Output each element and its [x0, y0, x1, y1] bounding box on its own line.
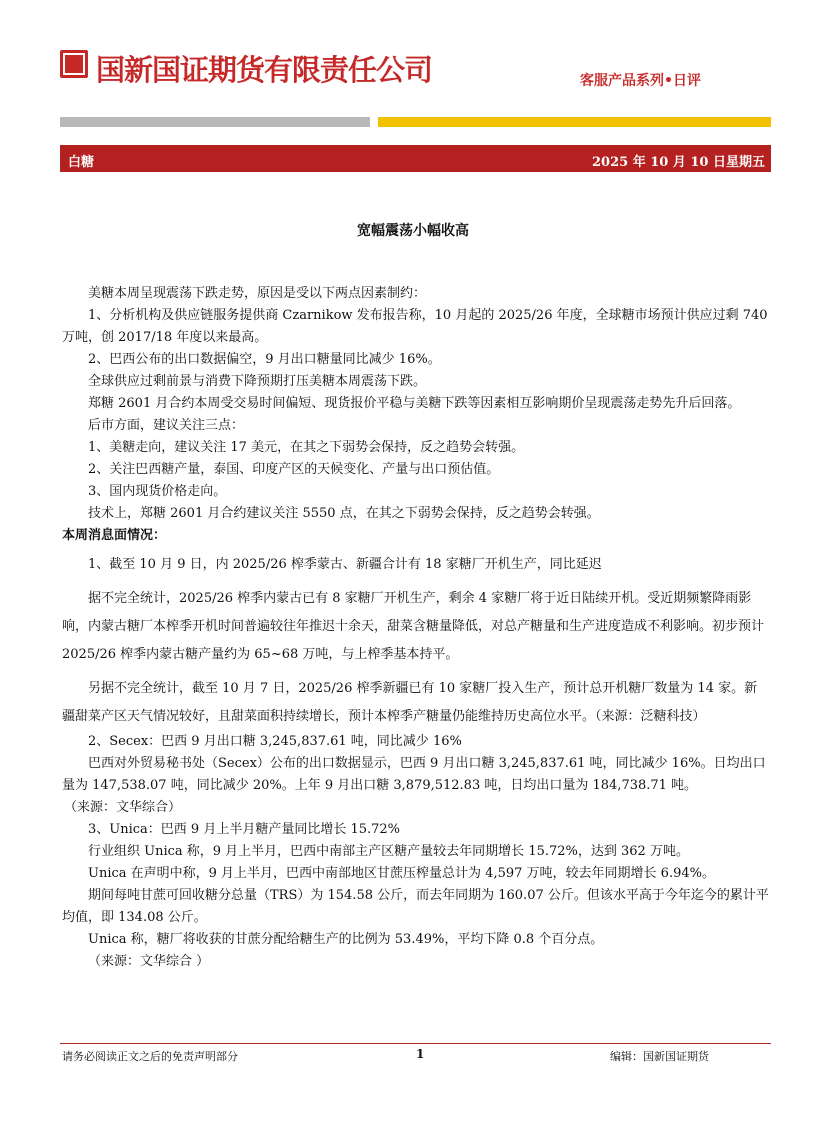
paragraph: 巴西对外贸易秘书处（Secex）公布的出口数据显示，巴西 9 月出口糖 3,245,837.61 吨，同比减少 16%。日均出口量为 147,538.07 吨，同比减少 20%。上年 9 月出口糖 3,879,512.83 吨，日均出口量为 184,738.71 吨。 — [62, 756, 766, 793]
footer-divider — [60, 1043, 771, 1044]
footer-disclaimer: 请务必阅读正文之后的免责声明部分 — [62, 1050, 238, 1063]
paragraph: 行业组织 Unica 称，9 月上半月，巴西中南部主产区糖产量较去年同期增长 15.72%，达到 362 万吨。 — [88, 844, 689, 859]
page-header — [0, 0, 826, 175]
paragraph: 2、关注巴西糖产量，泰国、印度产区的天候变化、产量与出口预估值。 — [88, 462, 500, 477]
paragraph: 美糖本周呈现震荡下跌走势，原因是受以下两点因素制约： — [88, 286, 427, 301]
news-heading: 3、Unica：巴西 9 月上半月糖产量同比增长 15.72% — [88, 822, 401, 837]
company-logo-icon — [60, 50, 88, 78]
section-heading: 本周消息面情况： — [62, 528, 167, 543]
source-note: （来源：文华综合 ） — [88, 954, 210, 969]
paragraph: 3、国内现货价格走向。 — [88, 484, 227, 499]
report-date: 2025 年 10 月 10 日星期五 — [592, 155, 765, 170]
paragraph: 全球供应过剩前景与消费下降预期打压美糖本周震荡下跌。 — [88, 374, 427, 389]
paragraph: Unica 称，糖厂将收获的甘蔗分配给糖生产的比例为 53.49%，平均下降 0.8 个百分点。 — [88, 932, 604, 947]
paragraph: 郑糖 2601 月合约本周受交易时间偏短、现货报价平稳与美糖下跌等因素相互影响期价呈现震荡走势先升后回落。 — [88, 396, 741, 411]
source-note: （来源：文华综合） — [64, 800, 182, 815]
category-label: 白糖 — [68, 155, 95, 170]
paragraph: 后市方面，建议关注三点： — [88, 418, 245, 433]
report-body — [62, 283, 770, 973]
report-title: 宽幅震荡小幅收高 — [357, 223, 469, 239]
paragraph: 另据不完全统计，截至 10 月 7 日，2025/26 榨季新疆已有 10 家糖厂投入生产，预计总开机糖厂数量为 14 家。新疆甜菜产区天气情况较好，且甜菜面积持续增长，预计本榨季产糖量仍能维持历史高位水平。（来源：泛糖科技） — [62, 681, 758, 724]
category-band — [60, 145, 771, 172]
paragraph: 1、美糖走向，建议关注 17 美元，在其之下弱势会保持，反之趋势会转强。 — [88, 440, 525, 455]
paragraph: Unica 在声明中称，9 月上半月，巴西中南部地区甘蔗压榨量总计为 4,597 万吨，较去年同期增长 6.94%。 — [88, 866, 715, 881]
news-heading: 2、Secex：巴西 9 月出口糖 3,245,837.61 吨，同比减少 16% — [88, 734, 462, 749]
decorative-yellow-bar — [378, 117, 771, 127]
paragraph: 期间每吨甘蔗可回收糖分总量（TRS）为 154.58 公斤，而去年同期为 160.07 公斤。但该水平高于今年迄今的累计平均值，即 134.08 公斤。 — [62, 888, 769, 925]
paragraph: 2、巴西公布的出口数据偏空，9 月出口糖量同比减少 16%。 — [88, 352, 441, 367]
paragraph: 技术上，郑糖 2601 月合约建议关注 5550 点，在其之下弱势会保持，反之趋势会转强。 — [88, 506, 600, 521]
paragraph: 据不完全统计，2025/26 榨季内蒙古已有 8 家糖厂开机生产，剩余 4 家糖厂将于近日陆续开机。受近期频繁降雨影响，内蒙古糖厂本榨季开机时间普遍较往年推迟十余天，甜菜含糖量降低，对总产糖量和生产进度造成不利影响。初步预计 2025/26 榨季内蒙古糖产量约为 65~68 万吨，与上榨季基本持平。 — [62, 591, 765, 662]
decorative-gray-bar — [60, 117, 370, 127]
news-heading: 1、截至 10 月 9 日，内 2025/26 榨季蒙古、新疆合计有 18 家糖厂开机生产，同比延迟 — [88, 557, 602, 572]
company-name: 国新国证期货有限责任公司 — [96, 53, 433, 87]
paragraph: 1、分析机构及供应链服务提供商 Czarnikow 发布报告称，10 月起的 2025/26 年度，全球糖市场预计供应过剩 740 万吨，创 2017/18 年度以来最高。 — [62, 308, 768, 345]
footer-editor: 编辑：国新国证期货 — [610, 1050, 709, 1063]
product-series: 客服产品系列•日评 — [580, 73, 701, 89]
page-number: 1 — [416, 1047, 425, 1061]
